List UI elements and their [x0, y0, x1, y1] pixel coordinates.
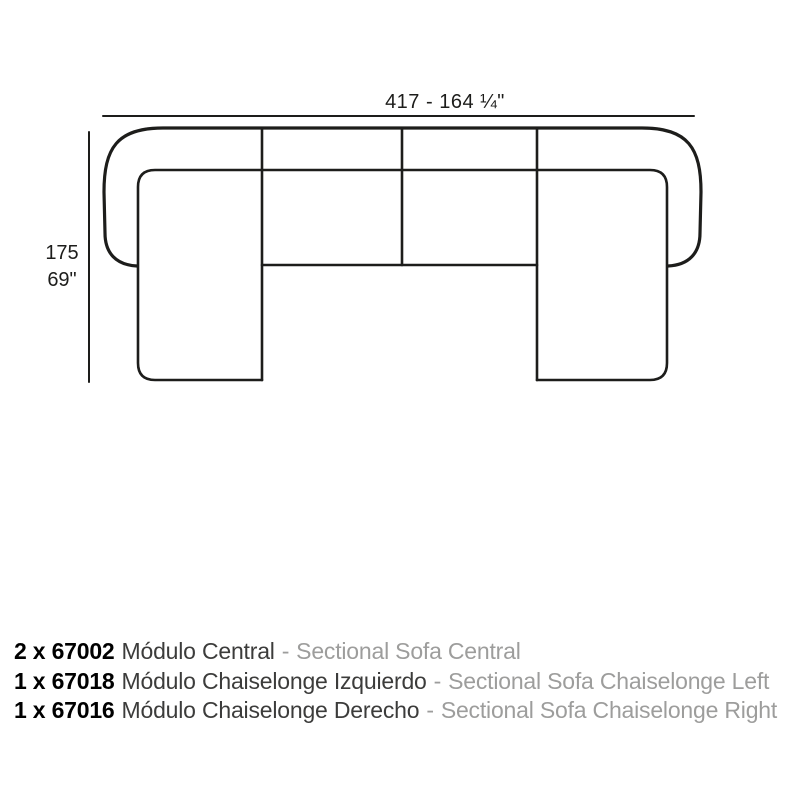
module-qty-code: 1 x 67018: [14, 667, 115, 694]
module-row-central: [14, 637, 777, 667]
module-name-en: Sectional Sofa Chaiselonge Left: [448, 667, 770, 694]
height-inches-label: 69": [47, 269, 77, 291]
height-cm-label: 175: [45, 242, 79, 264]
module-name-en: Sectional Sofa Central: [296, 638, 521, 664]
module-separator-dash: -: [281, 638, 290, 664]
width-dimension-label: 417 - 164 ¼": [385, 91, 505, 113]
module-separator-dash: -: [426, 697, 434, 723]
module-name-es: Módulo Central: [121, 638, 275, 664]
module-separator-dash: -: [433, 667, 442, 694]
height-dimension-label: [35, 240, 89, 294]
module-list: [14, 637, 777, 726]
module-name-es: Módulo Chaiselonge Izquierdo: [121, 667, 427, 694]
module-row-chaiselongue-right: [14, 696, 777, 726]
module-qty-code: 2 x 67002: [14, 638, 115, 664]
module-qty-code: 1 x 67016: [14, 697, 115, 723]
module-name-en: Sectional Sofa Chaiselonge Right: [440, 697, 778, 723]
module-name-es: Módulo Chaiselonge Derecho: [121, 697, 420, 723]
module-row-chaiselongue-left: [14, 667, 777, 697]
